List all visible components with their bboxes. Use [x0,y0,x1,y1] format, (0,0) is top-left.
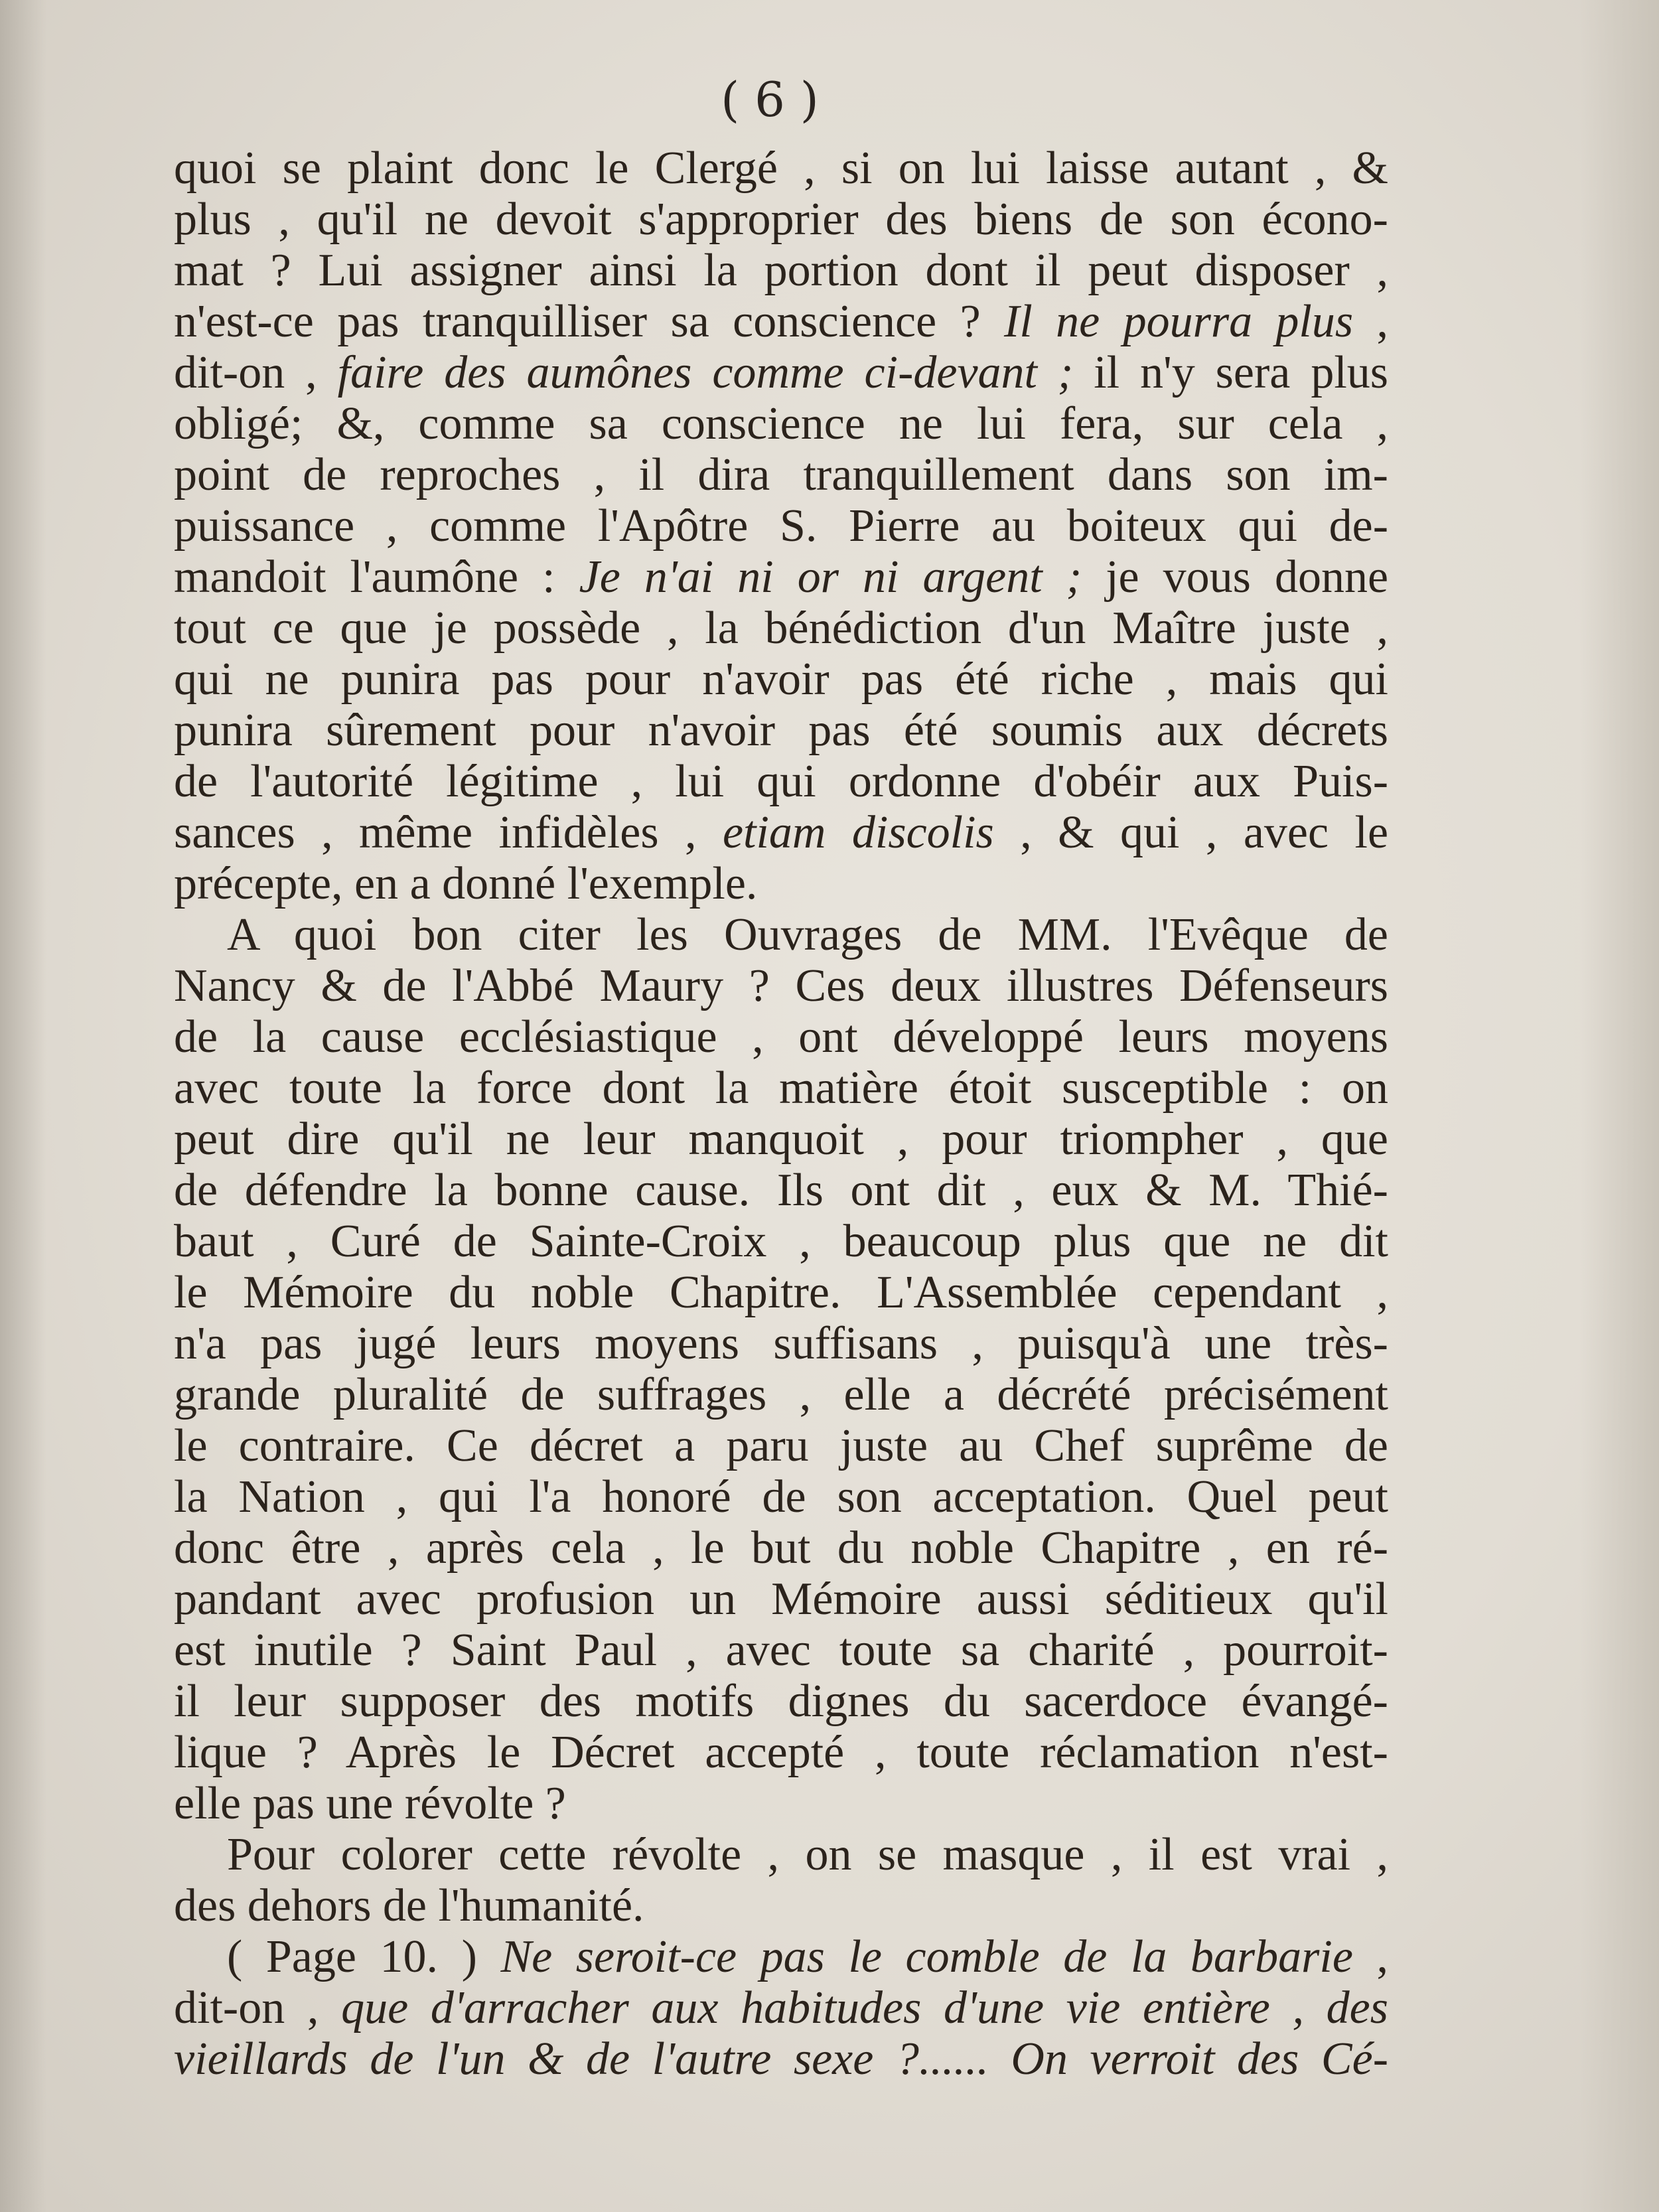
paragraph [174,1829,1388,1931]
text-line [174,1369,1388,1420]
text-run: plus , qu'il ne devoit s'approprier des biens de son écono- [174,194,1388,245]
text-run: n'est-ce pas tranquilliser sa conscience ? [174,296,1005,347]
text-line [174,2033,1388,2085]
text-run: de l'autorité légitime , lui qui ordonne d'obéir aux Puis- [174,756,1388,807]
text-run: peut dire qu'il ne leur manquoit , pour triompher , que [174,1114,1388,1165]
text-run: précepte, en a donné l'exemple. [174,858,758,909]
text-run: obligé; &, comme sa conscience ne lui fera, sur cela , [174,398,1388,449]
text-run: pandant avec profusion un Mémoire aussi séditieux qu'il [174,1574,1388,1625]
text-run: baut , Curé de Sainte-Croix , beaucoup plus que ne dit [174,1216,1388,1267]
text-run: grande pluralité de suffrages , elle a décrété précisément [174,1369,1388,1420]
body-text [174,143,1388,2085]
paragraph [174,1931,1388,2085]
text-line [174,1011,1388,1063]
text-run: ( Page 10. ) [227,1931,501,1982]
text-line [174,1880,1388,1931]
text-line [174,1931,1388,1982]
text-line [174,1778,1388,1829]
text-run: des dehors de l'humanité. [174,1880,644,1931]
text-run: dit-on , [174,347,338,398]
text-line [174,1267,1388,1318]
text-run: mandoit l'aumône : [174,552,579,603]
italic-run: Je n'ai ni or ni argent ; [579,552,1082,603]
text-line [174,449,1388,500]
text-run: mat ? Lui assigner ainsi la portion dont il peut disposer , [174,245,1388,296]
text-run: de la cause ecclésiastique , ont développé leurs moyens [174,1011,1388,1063]
text-run: , [1353,296,1389,347]
italic-run: vieillards de l'un & de l'autre sexe ?...... On verroit des Cé- [174,2033,1388,2085]
text-line [174,705,1388,756]
text-run: qui ne punira pas pour n'avoir pas été riche , mais qui [174,654,1388,705]
page-number: ( 6 ) [721,72,819,127]
italic-run: Ne seroit-ce pas le comble de la barbarie [500,1931,1353,1982]
text-line [174,1114,1388,1165]
text-line [174,1727,1388,1778]
text-line [174,1165,1388,1216]
text-run: Nancy & de l'Abbé Maury ? Ces deux illustres Défenseurs [174,960,1388,1011]
text-run: sances , même infidèles , [174,807,723,858]
text-run: puissance , comme l'Apôtre S. Pierre au boiteux qui de- [174,500,1388,552]
text-line [174,347,1388,398]
paragraph [174,143,1388,909]
text-run: , & qui , avec le [993,807,1389,858]
italic-run: Il ne pourra plus [1004,296,1354,347]
text-line [174,1676,1388,1727]
text-line [174,960,1388,1011]
text-line [174,603,1388,654]
text-run: avec toute la force dont la matière étoit susceptible : on [174,1063,1388,1114]
text-line [174,1574,1388,1625]
text-line [174,858,1388,909]
text-run: il n'y sera plus [1073,347,1389,398]
text-run: est inutile ? Saint Paul , avec toute sa charité , pourroit- [174,1625,1388,1676]
text-run: tout ce que je possède , la bénédiction d'un Maître juste , [174,603,1388,654]
text-line [174,296,1388,347]
text-line [174,1829,1388,1880]
text-run: la Nation , qui l'a honoré de son acceptation. Quel peut [174,1471,1388,1522]
text-line [174,1216,1388,1267]
text-run: quoi se plaint donc le Clergé , si on lui laisse autant , & [174,143,1388,194]
text-line [174,1982,1388,2033]
page-edge-shadow-left [0,0,46,2212]
text-line [174,1420,1388,1471]
text-line [174,1522,1388,1574]
text-run: elle pas une révolte ? [174,1778,566,1829]
italic-run: faire des aumônes comme ci-devant ; [337,347,1074,398]
text-run: lique ? Après le Décret accepté , toute réclamation n'est- [174,1727,1388,1778]
text-line [174,194,1388,245]
text-line [174,807,1388,858]
text-run: le Mémoire du noble Chapitre. L'Assemblée cependant , [174,1267,1388,1318]
text-line [174,909,1388,960]
text-run: point de reproches , il dira tranquillement dans son im- [174,449,1388,500]
text-line [174,1063,1388,1114]
text-line [174,756,1388,807]
page-edge-shadow-right [1579,0,1659,2212]
text-line [174,143,1388,194]
text-line [174,552,1388,603]
text-run: le contraire. Ce décret a paru juste au Chef suprême de [174,1420,1388,1471]
text-run: donc être , après cela , le but du noble Chapitre , en ré- [174,1522,1388,1574]
text-run: de défendre la bonne cause. Ils ont dit , eux & M. Thié- [174,1165,1388,1216]
text-line [174,654,1388,705]
text-run: je vous donne [1082,552,1389,603]
text-run: n'a pas jugé leurs moyens suffisans , puisqu'à une très- [174,1318,1388,1369]
text-line [174,1471,1388,1522]
text-run: punira sûrement pour n'avoir pas été soumis aux décrets [174,705,1388,756]
text-run: Pour colorer cette révolte , on se masque , il est vrai , [227,1829,1388,1880]
italic-run: etiam discolis [722,807,994,858]
text-line [174,1625,1388,1676]
text-run: il leur supposer des motifs dignes du sacerdoce évangé- [174,1676,1388,1727]
text-run: dit-on , [174,1982,342,2033]
text-line [174,398,1388,449]
text-run: , [1352,1931,1388,1982]
italic-run: que d'arracher aux habitudes d'une vie entière , des [341,1982,1388,2033]
text-line [174,245,1388,296]
text-line [174,500,1388,552]
paragraph [174,909,1388,1829]
text-run: A quoi bon citer les Ouvrages de MM. l'Evêque de [227,909,1388,960]
text-line [174,1318,1388,1369]
